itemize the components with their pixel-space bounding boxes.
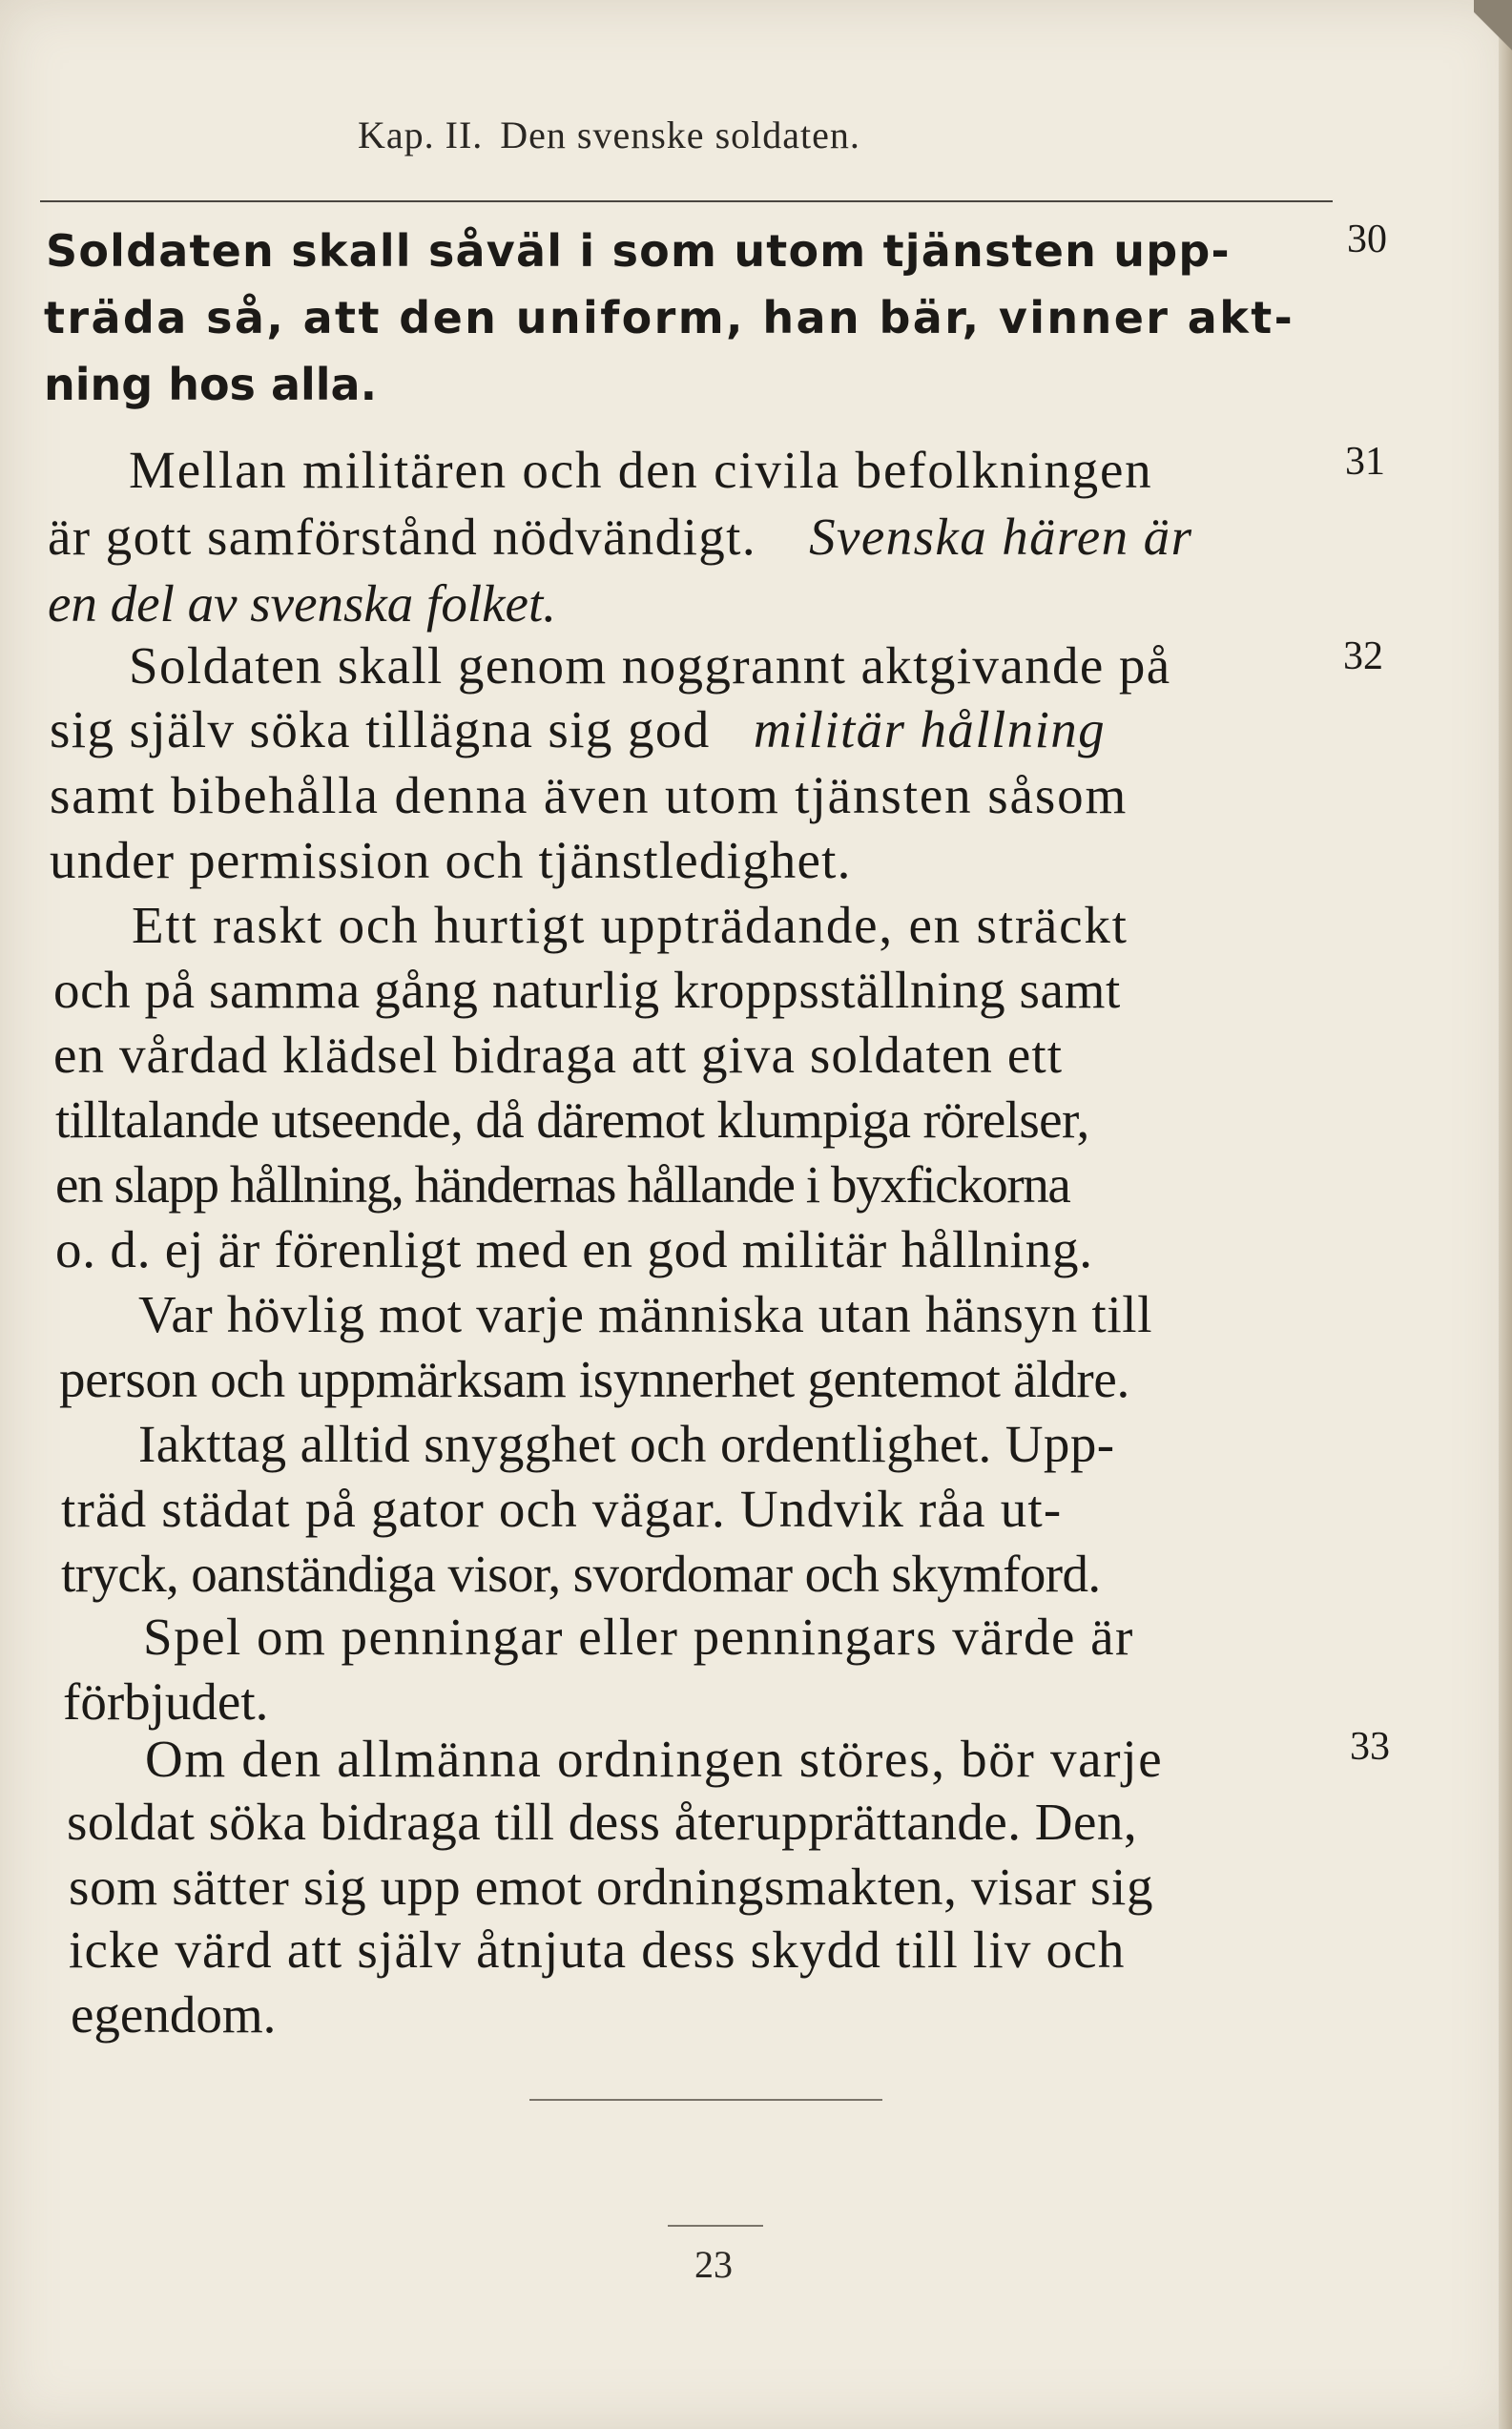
p32-line-2-plain: sig själv söka tillägna sig god (50, 700, 711, 758)
running-head (358, 113, 878, 157)
p32-line-6: och på samma gång naturlig kroppsställning samt (53, 961, 1121, 1019)
page-number: 23 (694, 2243, 733, 2286)
p31-line-3: en del av svenska folket. (48, 574, 556, 633)
margin-number-30: 30 (1347, 218, 1387, 261)
p32-line-2 (50, 700, 1107, 758)
p32-line-15: tryck, oanständiga visor, svordomar och skymford. (61, 1545, 1101, 1603)
p32-line-5: Ett raskt och hurtigt uppträdande, en sträckt (132, 896, 1129, 954)
section-end-rule (529, 2099, 882, 2101)
p31-line-1: Mellan militären och den civila befolkningen (129, 441, 1153, 499)
chapter-label: Kap. II. (358, 114, 484, 156)
p32-line-16: Spel om penningar eller penningars värde är (143, 1608, 1134, 1666)
folio-rule (668, 2225, 763, 2227)
p32-line-9: en slapp hållning, händernas hållande i byxfickorna (55, 1155, 1070, 1214)
p32-line-11: Var hövlig mot varje människa utan hänsyn till (138, 1285, 1153, 1343)
header-rule (40, 200, 1333, 202)
p32-line-2-italic: militär hållning (753, 700, 1107, 758)
chapter-title: Den svenske soldaten. (500, 114, 860, 156)
p32-line-4: under permission och tjänstledighet. (50, 831, 852, 889)
p31-line-2-plain: är gott samförstånd nödvändigt. (48, 508, 756, 566)
margin-number-31: 31 (1345, 440, 1385, 484)
p30-line-3: ning hos alla. (44, 359, 378, 410)
p33-line-2: soldat söka bidraga till dess återupprättande. Den, (67, 1793, 1138, 1851)
page-edge (1499, 0, 1512, 2429)
corner-fold (1474, 0, 1512, 86)
p33-line-4: icke värd att själv åtnjuta dess skydd till liv och (69, 1920, 1126, 1979)
p32-line-3: samt bibehålla denna även utom tjänsten såsom (50, 766, 1129, 824)
p31-line-2-italic: Svenska hären är (809, 508, 1193, 566)
p33-line-5: egendom. (71, 1985, 277, 2044)
margin-number-33: 33 (1350, 1725, 1390, 1769)
p30-line-1: Soldaten skall såväl i som utom tjänsten upp- (46, 225, 1231, 277)
p32-line-7: en vårdad klädsel bidraga att giva soldaten ett (53, 1026, 1064, 1084)
p32-line-1: Soldaten skall genom noggrannt aktgivande på (129, 636, 1171, 695)
p32-line-10: o. d. ej är förenligt med en god militär hållning. (55, 1220, 1093, 1278)
p31-line-2 (48, 508, 1193, 566)
p32-line-14: träd städat på gator och vägar. Undvik råa ut- (61, 1480, 1063, 1538)
p32-line-12: person och uppmärksam isynnerhet gentemot äldre. (59, 1350, 1129, 1408)
p33-line-3: som sätter sig upp emot ordningsmakten, visar sig (69, 1858, 1154, 1916)
p33-line-1: Om den allmänna ordningen störes, bör varje (145, 1730, 1164, 1788)
p32-line-13: Iakttag alltid snygghet och ordentlighet. Upp- (138, 1415, 1115, 1473)
margin-number-32: 32 (1343, 634, 1383, 678)
p32-line-8: tilltalande utseende, då däremot klumpiga rörelser, (55, 1090, 1089, 1149)
p32-line-17: förbjudet. (63, 1672, 269, 1731)
p30-line-2: träda så, att den uniform, han bär, vinner akt- (44, 292, 1295, 343)
